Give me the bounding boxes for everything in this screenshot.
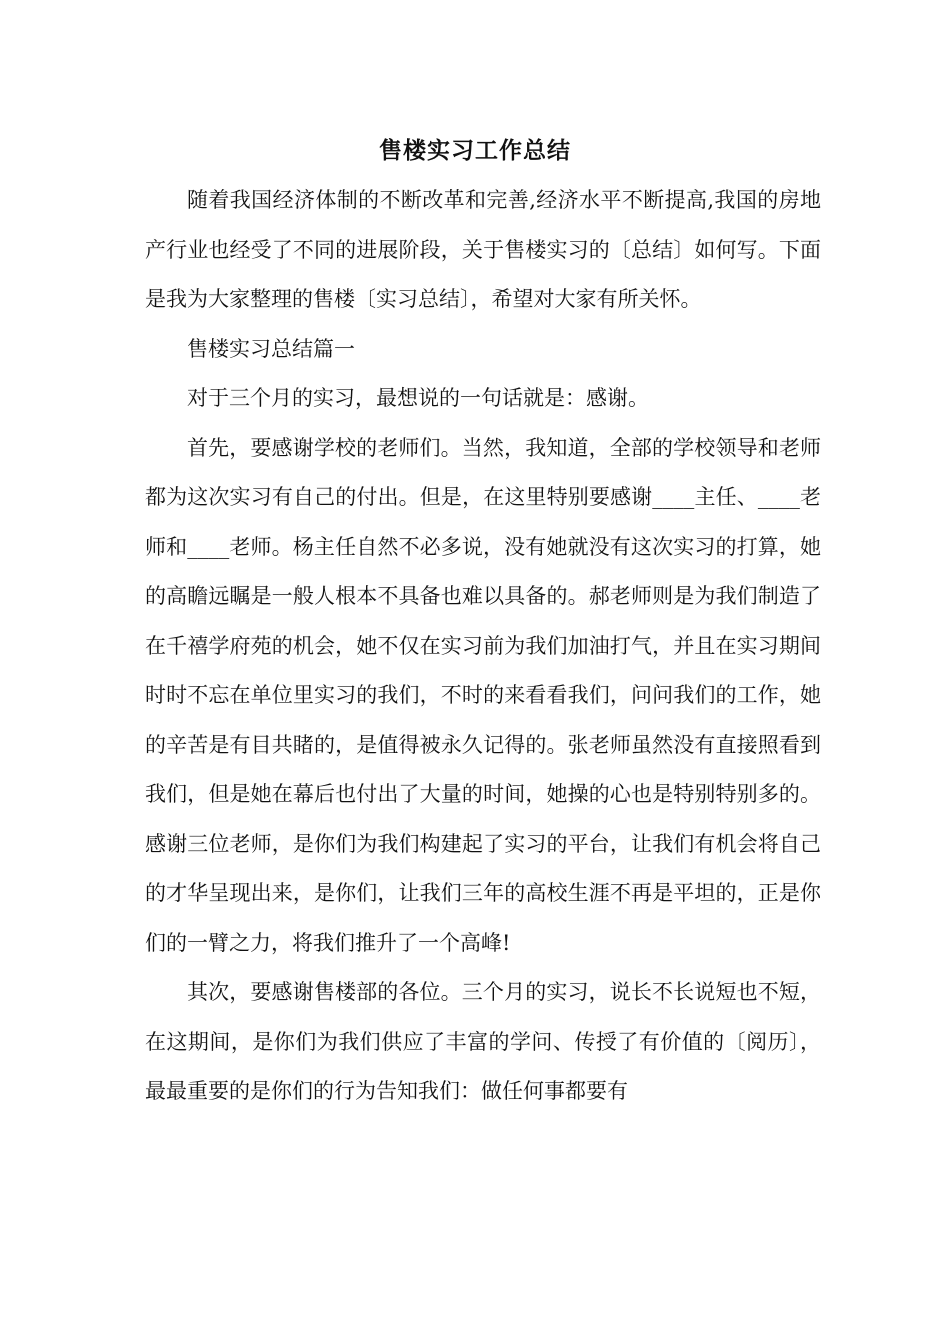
body-paragraph: 其次，要感谢售楼部的各位。三个月的实习，说长不长说短也不短，在这期间，是你们为我们供应了丰富的学问、传授了有价值的〔阅历〕，最最重要的是你们的行为告知我们：做任何事都要有 [145,980,821,1103]
body-paragraph: 首先，要感谢学校的老师们。当然，我知道，全部的学校领导和老师都为这次实习有自己的付出。但是，在这里特别要感谢____主任、____老师和____老师。杨主任自然不必多说，没有她就没有这次实习的打算，她的高瞻远瞩是一般人根本不具备也难以具备的。郝老师则是为我们制造了在千禧学府苑的机会，她不仅在实习前为我们加油打气，并且在实习期间时时不忘在单位里实习的我们，不时的来看看我们，问问我们的工作，她的辛苦是有目共睹的，是值得被永久记得的。张老师虽然没有直接照看到我们，但是她在幕后也付出了大量的时间，她操的心也是特别特别多的。感谢三位老师，是你们为我们构建起了实习的平台，让我们有机会将自己的才华呈现出来，是你们，让我们三年的高校生涯不再是平坦的，正是你们的一臂之力，将我们推升了一个高峰! [145,435,821,955]
section-heading: 售楼实习总结篇一 [187,336,355,361]
document-title: 售楼实习工作总结 [379,137,571,164]
intro-paragraph: 随着我国经济体制的不断改革和完善,经济水平不断提高,我国的房地产行业也经受了不同的进展阶段，关于售楼实习的〔总结〕如何写。下面是我为大家整理的售楼〔实习总结〕，希望对大家有所关怀。 [145,188,821,311]
body-paragraph: 对于三个月的实习，最想说的一句话就是：感谢。 [187,386,649,410]
document-body [145,176,821,1117]
